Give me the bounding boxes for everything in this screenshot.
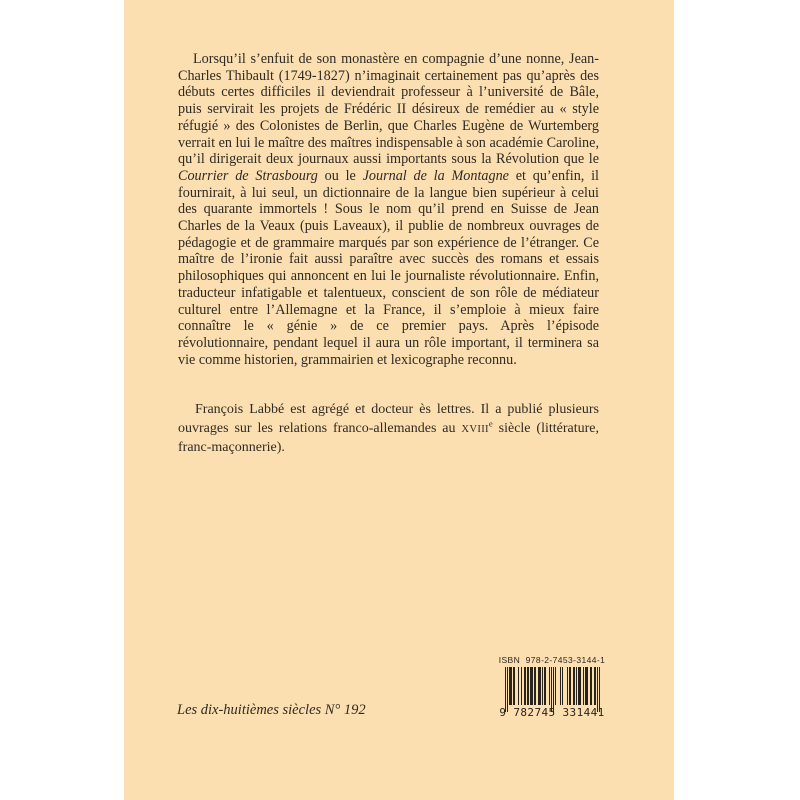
synopsis-paragraph: [178, 51, 599, 368]
synopsis-text: ou le: [317, 167, 363, 184]
text-block: [178, 51, 599, 458]
century-ordinal: e: [488, 418, 493, 429]
journal-title-italic: Courrier de Strasbourg: [178, 167, 318, 184]
century-smallcaps: XVIII: [461, 423, 489, 435]
series-title: Les dix-huitièmes siècles N° 192: [177, 702, 366, 718]
author-bio-text: François Labbé est agrégé et docteur ès lettres. Il a publié plusieurs ouvrages sur les relations franco-allemandes au: [178, 402, 599, 436]
book-back-cover: [124, 0, 674, 800]
synopsis-text: Lorsqu’il s’enfuit de son monastère en compagnie d’une nonne, Jean-Charles Thibault (1749-1827) n’imaginait certainement pas qu’après des débuts certes difficiles il deviendrait professeur à l’université de Bâle, puis servirait les projets de Frédéric II désireux de remédier au « style réfugié » des Colonistes de Berlin, que Charles Eugène de Wurtemberg verrait en lui le maître des maîtres indispensable à son académie Caroline, qu’il dirigerait deux journaux aussi importants sous la Révolution que le: [178, 51, 599, 168]
author-bio-paragraph: [178, 401, 599, 458]
barcode-digits: 9 782745 331441: [499, 706, 605, 719]
isbn-label: ISBN 978-2-7453-3144-1: [498, 655, 606, 665]
isbn-barcode: [495, 655, 609, 719]
author-bio-text: siècle (littérature, franc-maçonnerie).: [178, 420, 599, 456]
journal-title-italic: Journal de la Montagne: [362, 167, 509, 184]
synopsis-text: et qu’enfin, il fournirait, à lui seul, un dictionnaire de la langue bien supérieur à celui des quarante immortels ! Sous le nom qu’il prend en Suisse de Jean Charles de la Veaux (puis Laveaux), il publie de nombreux ouvrages de pédagogie et de grammaire marqués par son expérience de l’étranger. Ce maître de l’ironie fait aussi paraître avec succès des romans et essais philosophiques qui annoncent en lui le journaliste révolutionnaire. Enfin, traducteur infatigable et talentueux, conscient de son rôle de médiateur culturel entre l’Allemagne et la France, il s’emploie à mieux faire connaître le « génie » de ce premier pays. Après l’épisode révolutionnaire, pendant lequel il aura un rôle important, il terminera sa vie comme historien, grammairien et lexicographe reconnu.: [178, 167, 599, 368]
